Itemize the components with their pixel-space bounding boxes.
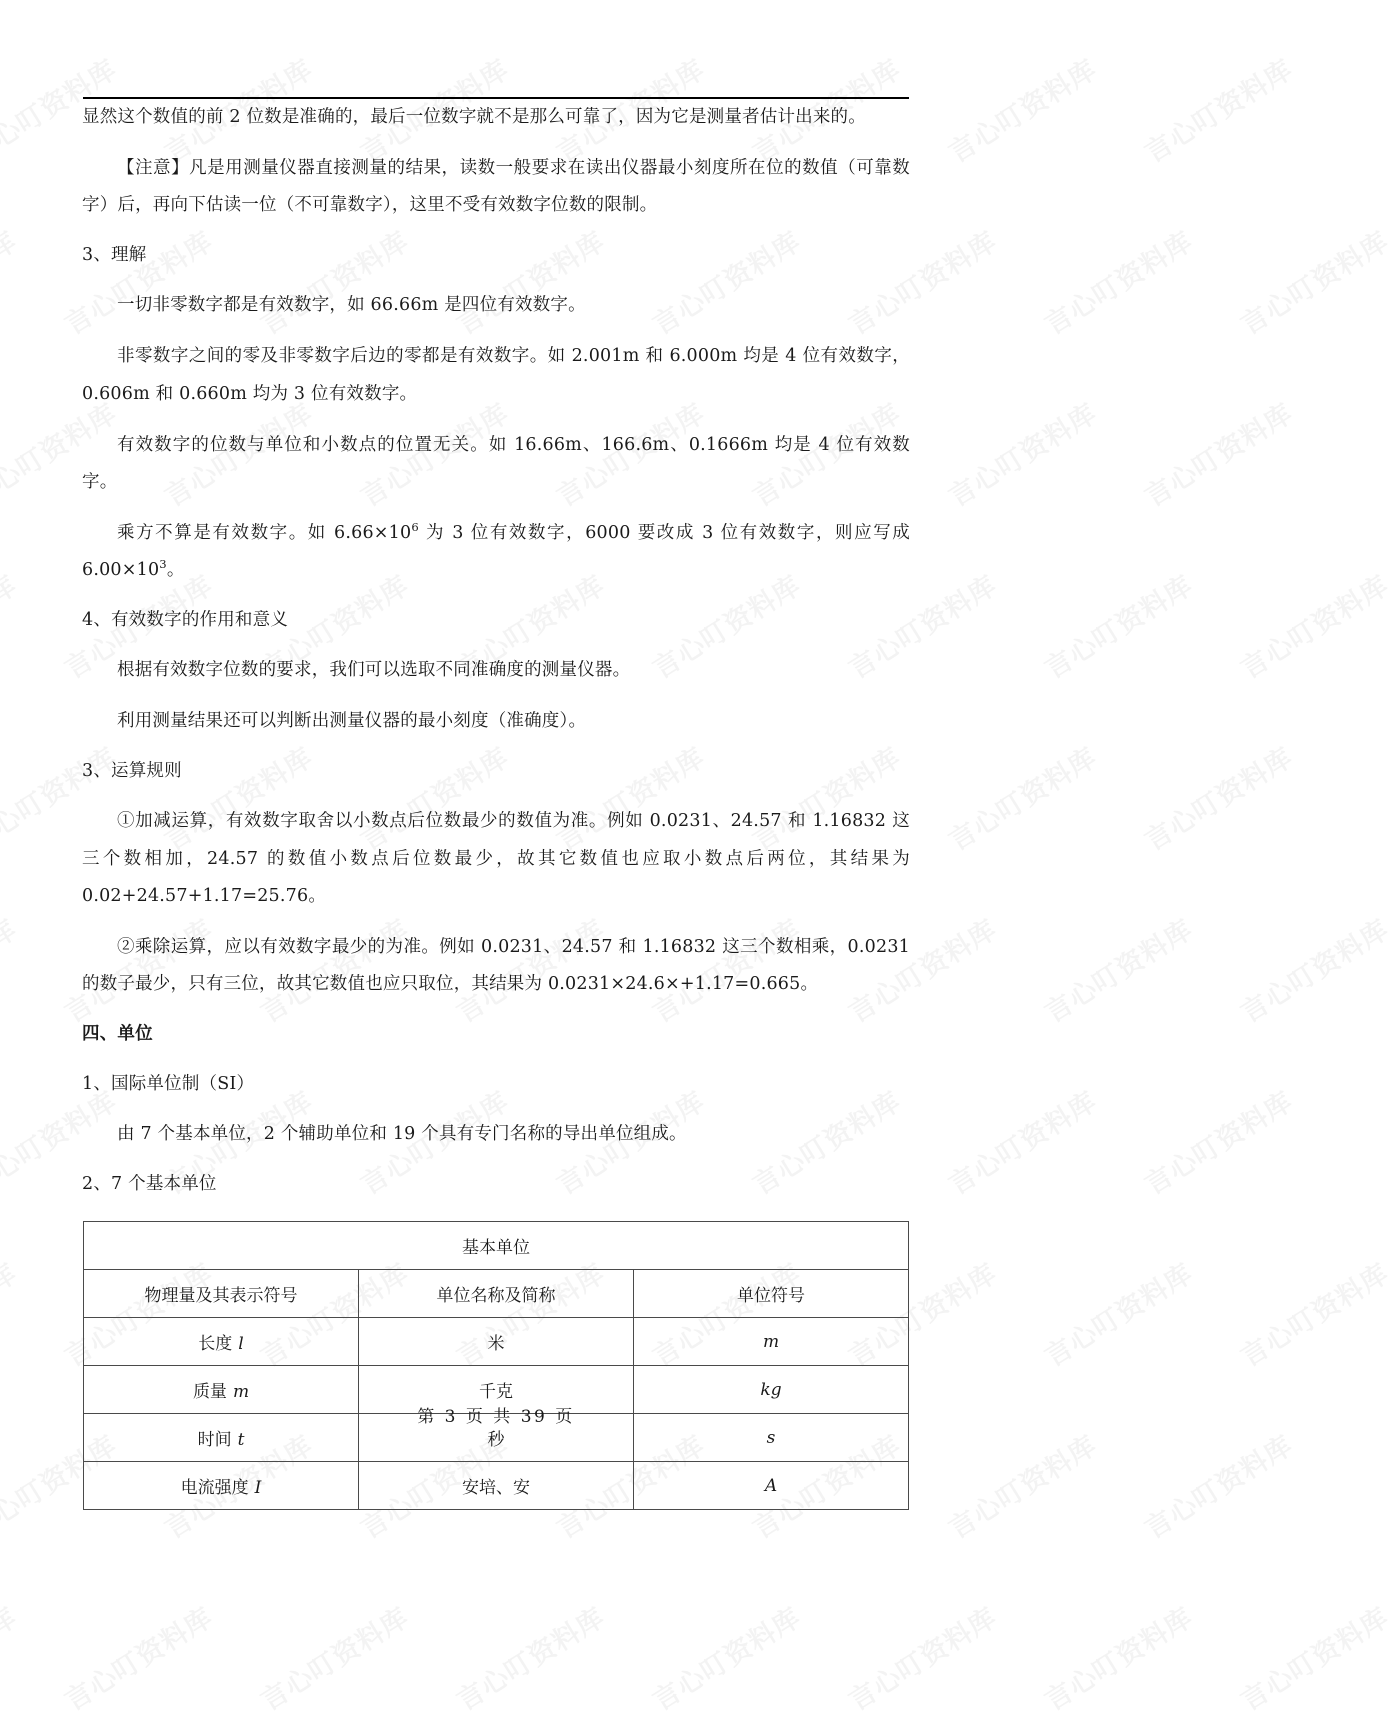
watermark-text xyxy=(1232,908,1395,1030)
paragraph-nonzero-digits: 一切非零数字都是有效数字，如 66.66m 是四位有效数字。 xyxy=(117,295,586,316)
vertical-spacer xyxy=(82,274,910,287)
paragraph-choose-instrument: 根据有效数字位数的要求，我们可以选取不同准确度的测量仪器。 xyxy=(117,660,631,681)
watermark-text xyxy=(252,1596,415,1718)
vertical-spacer xyxy=(82,689,910,703)
paragraph-powers-not-counted: 乘方不算是有效数字。如 $6.66\times 10^6$ 为 3 位有效数字，6000 要改成 3 位有效数字，则应写成 $6.00\times 10^3$。 xyxy=(82,520,910,580)
paragraph-si-composition: 由 7 个基本单位，2 个辅助单位和 19 个具有专门名称的导出单位组成。 xyxy=(117,1124,687,1145)
cell-unit-symbol xyxy=(634,1462,909,1510)
cell-quantity: 长度 l xyxy=(84,1318,359,1366)
table-caption: 基本单位 xyxy=(84,1222,909,1270)
watermark-text xyxy=(1036,220,1199,342)
vertical-spacer xyxy=(82,501,910,515)
quantity-symbol: t xyxy=(237,1430,245,1451)
vertical-spacer xyxy=(82,790,910,803)
paragraph-zeros-between-digits: 非零数字之间的零及非零数字后边的零都是有效数字。如 2.001m 和 6.000m 均是 4 位有效数字，0.606m 和 0.660m 均为 3 位有效数字。 xyxy=(82,346,910,404)
table-header-row xyxy=(84,1270,909,1318)
watermark-text xyxy=(1036,1596,1199,1718)
vertical-spacer xyxy=(82,413,910,427)
watermark-text xyxy=(1232,564,1395,686)
vertical-spacer xyxy=(82,136,910,150)
watermark-text xyxy=(0,1596,23,1718)
exponent: 6 xyxy=(411,520,419,535)
column-header: 物理量及其表示符号 xyxy=(84,1270,359,1318)
document-body xyxy=(82,99,910,1203)
watermark-text xyxy=(1136,1424,1299,1546)
vertical-spacer xyxy=(82,1103,910,1116)
table-caption-row xyxy=(84,1222,909,1270)
unit-symbol: kg xyxy=(760,1379,782,1400)
page-footer xyxy=(0,1402,992,1427)
cell-unit-name: 米 xyxy=(359,1318,634,1366)
table-row xyxy=(84,1318,909,1366)
paragraph-digits-independent-of-unit: 有效数字的位数与单位和小数点的位置无关。如 16.66m、166.6m、0.1666m 均是 4 位有效数字。 xyxy=(82,434,910,492)
heading-1-si-system: 1、国际单位制（SI） xyxy=(82,1073,255,1094)
column-header: 单位名称及简称 xyxy=(359,1270,634,1318)
exponent: 3 xyxy=(159,557,167,572)
watermark-text xyxy=(1136,1080,1299,1202)
heading-3-understanding: 3、理解 xyxy=(82,245,147,266)
unit-symbol: s xyxy=(766,1427,776,1448)
document-page xyxy=(0,97,992,1500)
vertical-spacer xyxy=(82,1053,910,1066)
quantity-symbol: I xyxy=(254,1478,262,1499)
cell-quantity: 时间 t xyxy=(84,1414,359,1462)
cell-unit-name: 秒 xyxy=(359,1414,634,1462)
table-row xyxy=(84,1462,909,1510)
watermark-text xyxy=(1036,564,1199,686)
cell-quantity: 电流强度 I xyxy=(84,1462,359,1510)
vertical-spacer xyxy=(82,224,910,237)
watermark-text xyxy=(1136,392,1299,514)
watermark-text xyxy=(448,1596,611,1718)
page-content xyxy=(0,97,992,1510)
heading-four-units: 四、单位 xyxy=(82,1023,153,1044)
vertical-spacer xyxy=(82,589,910,602)
watermark-text xyxy=(644,1596,807,1718)
cell-quantity: 质量 m xyxy=(84,1366,359,1414)
cell-unit-symbol xyxy=(634,1318,909,1366)
base-units-table xyxy=(83,1221,909,1510)
unit-symbol: m xyxy=(762,1331,780,1352)
vertical-spacer xyxy=(82,324,910,338)
paragraph-rule-addition-subtraction: ①加减运算，有效数字取舍以小数点后位数最少的数值为准。例如 0.0231、24.57 和 1.16832 这三个数相加，24.57 的数值小数点后位数最少，故其它数值也应取小数点后两位，其结果为 0.02+24.57+1.17=25.76。 xyxy=(82,811,910,906)
watermark-text xyxy=(1232,220,1395,342)
paragraph-intro-accuracy: 显然这个数值的前 2 位数是准确的，最后一位数字就不是那么可靠了，因为它是测量者估计出来的。 xyxy=(82,107,866,127)
quantity-symbol: l xyxy=(238,1334,244,1355)
heading-3-operation-rules: 3、运算规则 xyxy=(82,761,182,782)
vertical-spacer xyxy=(82,639,910,652)
watermark-text xyxy=(1036,908,1199,1030)
watermark-text xyxy=(1136,48,1299,170)
heading-4-role-and-meaning: 4、有效数字的作用和意义 xyxy=(82,610,289,631)
page-number-text: 第 3 页 共 39 页 xyxy=(417,1407,575,1427)
vertical-spacer xyxy=(82,915,910,929)
column-header: 单位符号 xyxy=(634,1270,909,1318)
paragraph-note-reading: 【注意】凡是用测量仪器直接测量的结果，读数一般要求在读出仪器最小刻度所在位的数值（可靠数字）后，再向下估读一位（不可靠数字），这里不受有效数字位数的限制。 xyxy=(82,158,910,216)
heading-2-seven-base-units: 2、7 个基本单位 xyxy=(82,1174,217,1195)
vertical-spacer xyxy=(82,1003,910,1016)
watermark-text xyxy=(1232,1596,1395,1718)
quantity-symbol: m xyxy=(232,1382,250,1403)
paragraph-rule-multiplication-division: ②乘除运算，应以有效数字最少的为准。例如 0.0231、24.57 和 1.16832 这三个数相乘，0.0231 的数子最少，只有三位，故其它数值也应只取位，其结果为 0.0231×24.6×+1.17=0.665。 xyxy=(82,936,910,994)
unit-symbol: A xyxy=(764,1475,778,1496)
cell-unit-name: 千克 xyxy=(359,1366,634,1414)
watermark-text xyxy=(1136,736,1299,858)
watermark-text xyxy=(1036,1252,1199,1374)
watermark-text xyxy=(840,1596,1003,1718)
paragraph-judge-minimum-scale: 利用测量结果还可以判断出测量仪器的最小刻度（准确度）。 xyxy=(117,711,587,732)
vertical-spacer xyxy=(82,1153,910,1166)
watermark-text xyxy=(56,1596,219,1718)
watermark-text xyxy=(1232,1252,1395,1374)
cell-unit-name: 安培、安 xyxy=(359,1462,634,1510)
vertical-spacer xyxy=(82,740,910,753)
